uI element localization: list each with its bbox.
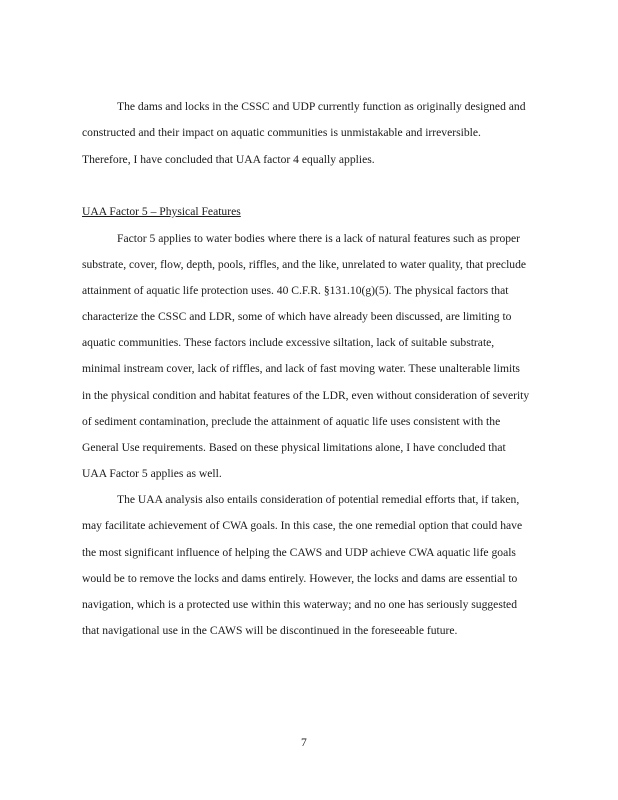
paragraph-1-line-1: The dams and locks in the CSSC and UDP currently function as originally designed and <box>117 100 526 113</box>
paragraph-3-line-3: the most significant influence of helping the CAWS and UDP achieve CWA aquatic life goals <box>82 546 516 559</box>
section-heading: UAA Factor 5 – Physical Features <box>82 205 241 218</box>
paragraph-1-line-2: constructed and their impact on aquatic communities is unmistakable and irreversible. <box>82 126 481 139</box>
paragraph-2-line-7: in the physical condition and habitat features of the LDR, even without consideration of severity <box>82 389 530 402</box>
paragraph-2-line-6: minimal instream cover, lack of riffles, and lack of fast moving water. These unalterable limits <box>82 362 520 375</box>
paragraph-3-line-4: would be to remove the locks and dams entirely. However, the locks and dams are essential to <box>82 572 518 585</box>
paragraph-3-line-5: navigation, which is a protected use within this waterway; and no one has seriously suggested <box>82 598 517 611</box>
paragraph-3-line-2: may facilitate achievement of CWA goals. In this case, the one remedial option that could have <box>82 519 523 532</box>
paragraph-3-line-6: that navigational use in the CAWS will be discontinued in the foreseeable future. <box>82 624 458 637</box>
paragraph-2-line-10: UAA Factor 5 applies as well. <box>82 467 222 480</box>
paragraph-1-line-3: Therefore, I have concluded that UAA factor 4 equally applies. <box>82 153 375 166</box>
paragraph-2-line-9: General Use requirements. Based on these physical limitations alone, I have concluded that <box>82 441 506 454</box>
page-number: 7 <box>301 736 307 749</box>
paragraph-2-line-8: of sediment contamination, preclude the attainment of aquatic life uses consistent with the <box>82 415 501 428</box>
paragraph-2-line-1: Factor 5 applies to water bodies where there is a lack of natural features such as proper <box>117 232 521 245</box>
paragraph-2-line-5: aquatic communities. These factors include excessive siltation, lack of suitable substrate, <box>82 336 495 349</box>
paragraph-2-line-2: substrate, cover, flow, depth, pools, riffles, and the like, unrelated to water quality, that preclude <box>82 258 527 271</box>
paragraph-3-line-1: The UAA analysis also entails consideration of potential remedial efforts that, if taken, <box>117 493 520 506</box>
paragraph-2-line-4: characterize the CSSC and LDR, some of which have already been discussed, are limiting to <box>82 310 512 323</box>
paragraph-2-line-3: attainment of aquatic life protection uses. 40 C.F.R. §131.10(g)(5). The physical factors that <box>82 284 509 297</box>
